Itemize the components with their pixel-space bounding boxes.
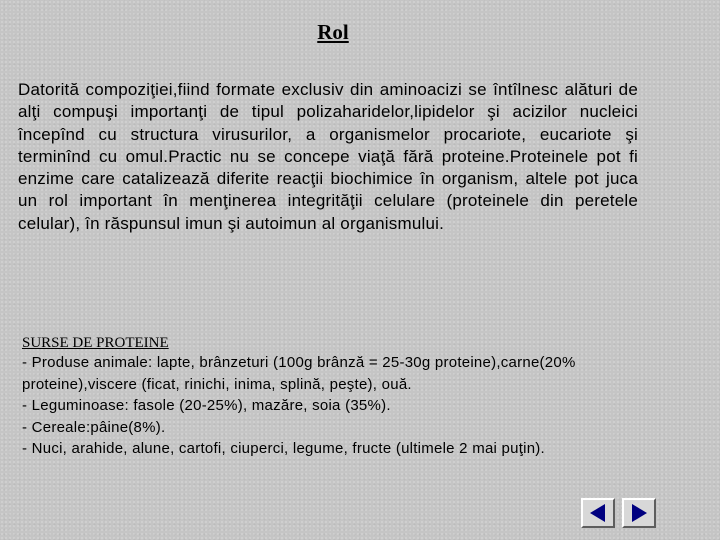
- protein-sources-heading: SURSE DE PROTEINE: [22, 335, 169, 351]
- list-item: - Cereale:pâine(8%).: [22, 418, 166, 436]
- protein-sources-section: [22, 334, 632, 460]
- intro-paragraph: Datorită compoziţiei,fiind formate exclusiv din aminoacizi se întîlnesc alături de alţi compuşi importanţi de tipul polizaharidelor,lipidelor şi acizilor nucleici începînd cu structura virusurilor, a organismelor procariote, eucariote şi terminînd cu omul.Practic nu se concepe viaţă fără proteine.Proteinele pot fi enzime care catalizează diferite reacţii biochimice în organism, altele pot juca un rol important în menţinerea integrităţii celulare (proteinele din peretele celular), în răspunsul imun şi autoimun al organismului.: [18, 80, 638, 233]
- triangle-right-icon: [628, 502, 650, 524]
- list-item: - Leguminoase: fasole (20-25%), mazăre, soia (35%).: [22, 397, 391, 415]
- previous-slide-button[interactable]: [581, 498, 615, 528]
- next-slide-button[interactable]: [622, 498, 656, 528]
- slide-title: Rol: [317, 20, 349, 44]
- triangle-left-icon: [587, 502, 609, 524]
- list-item: - Produse animale: lapte, brânzeturi (100g brânză = 25-30g proteine),carne(20% proteine),viscere (ficat, rinichi, inima, splină, peşte), ouă.: [22, 354, 576, 393]
- slide-navigation: [581, 498, 656, 528]
- list-item: - Nuci, arahide, alune, cartofi, ciuperci, legume, fructe (ultimele 2 mai puţin).: [22, 440, 545, 458]
- protein-sources-list: [22, 352, 632, 460]
